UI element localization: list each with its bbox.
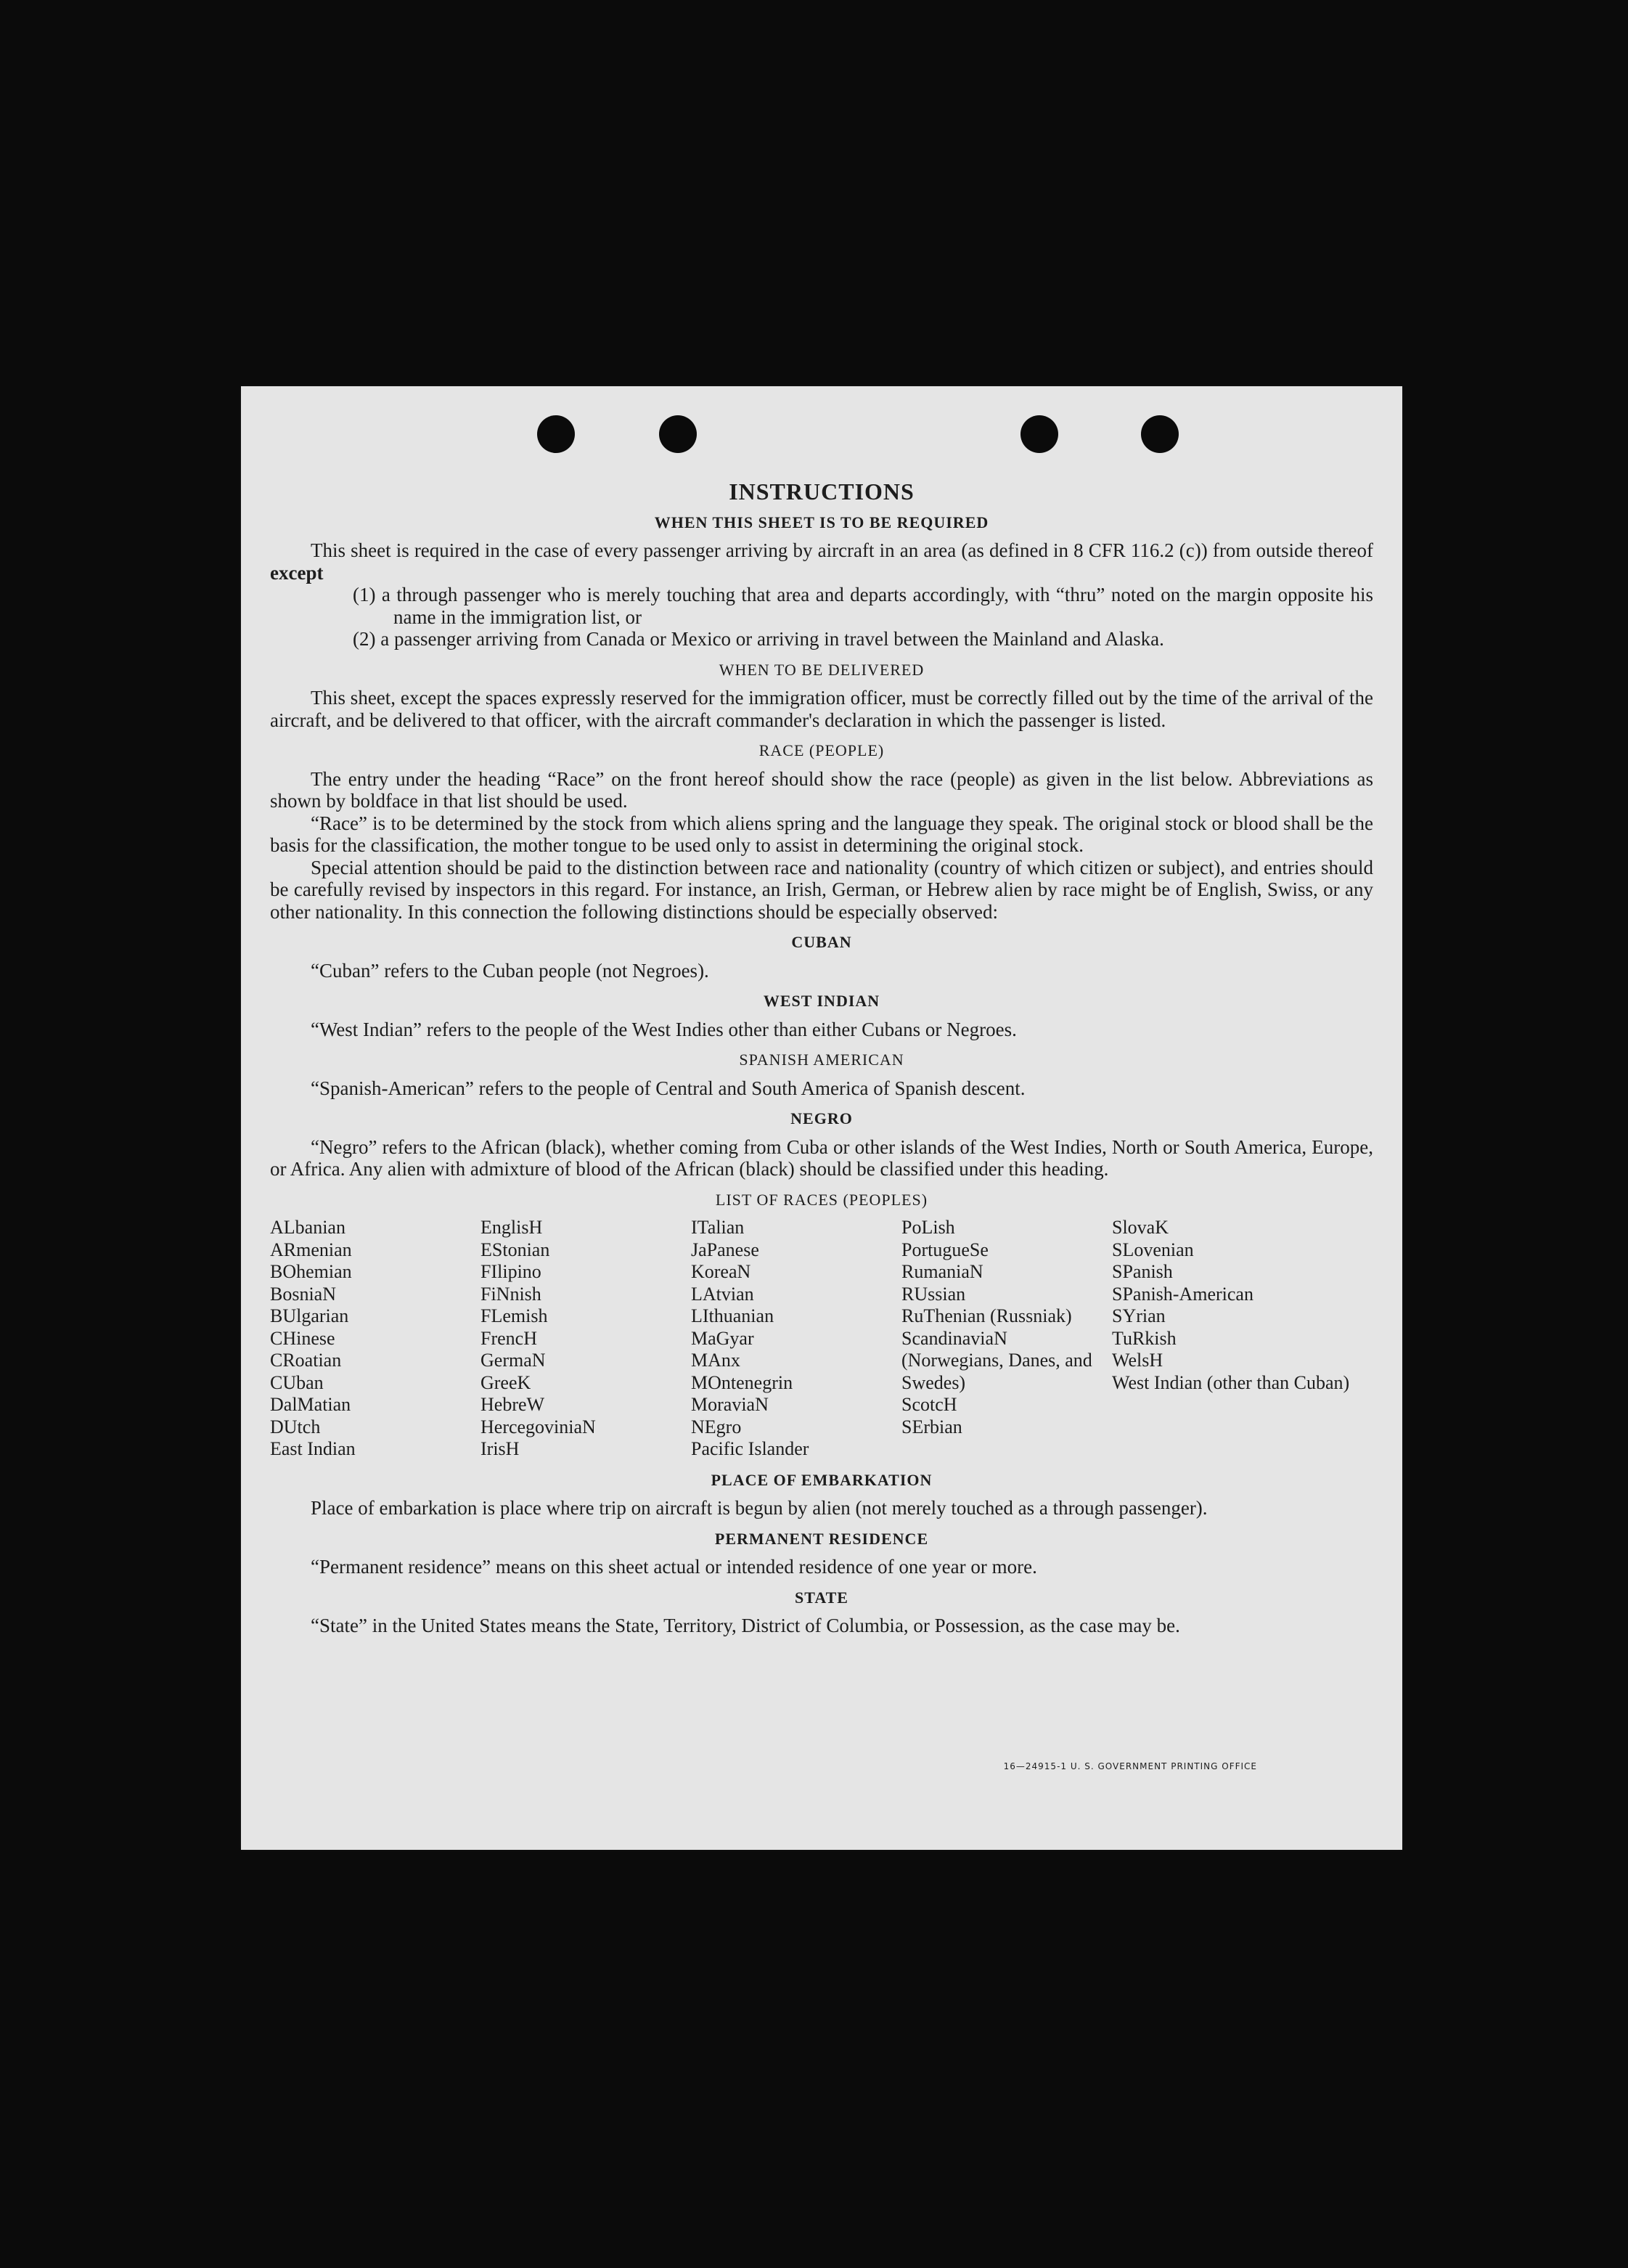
races-column: SlovaK SLovenian SPanish SPanish-American SYrian TuRkish WelsH West Indian (other than Cuban) (1112, 1217, 1350, 1393)
races-column: PoLish PortugueSe RumaniaN RUssian RuThenian (Russniak) ScandinaviaN (Norwegians, Danes, and Swedes) ScotcH SErbian (901, 1217, 1092, 1437)
section-heading: PERMANENT RESIDENCE (714, 1529, 929, 1548)
section-heading: RACE (PEOPLE) (758, 741, 885, 759)
printer-footer: 16—24915-1 U. S. GOVERNMENT PRINTING OFFICE (1003, 1761, 1257, 1771)
paragraph: “Race” is to be determined by the stock from which aliens spring and the language they speak. The original stock or blood shall be the basis for the classification, the mother tongue to be used only to assist in determining the original stock. (270, 812, 1373, 856)
section-heading: CUBAN (791, 933, 852, 951)
section-heading: SPANISH AMERICAN (739, 1051, 904, 1069)
races-list (270, 1217, 1373, 1461)
punch-hole (1020, 415, 1058, 453)
races-column: ALbanian ARmenian BOhemian BosniaN BUlgarian CHinese CRoatian CUban DalMatian DUtch East Indian (270, 1217, 356, 1459)
document-page (241, 386, 1402, 1850)
list-item: (2) a passenger arriving from Canada or Mexico or arriving in travel between the Mainland and Alaska. (353, 628, 1164, 650)
paragraph: “West Indian” refers to the people of the West Indies other than either Cubans or Negroes. (311, 1018, 1017, 1040)
punch-hole (1141, 415, 1179, 453)
section-heading: WEST INDIAN (763, 992, 880, 1010)
section-heading: STATE (795, 1588, 848, 1607)
paragraph: “Negro” refers to the African (black), whether coming from Cuba or other islands of the West Indies, North or South America, Europe, or Africa. Any alien with admixture of blood of the African (black) should be classified under this heading. (270, 1135, 1373, 1180)
section-heading: NEGRO (790, 1109, 853, 1127)
section-heading: LIST OF RACES (PEOPLES) (715, 1190, 928, 1209)
punch-hole (659, 415, 697, 453)
paragraph: “Permanent residence” means on this sheet actual or intended residence of one year or more. (311, 1556, 1037, 1578)
document-body (270, 478, 1373, 1637)
section-heading: WHEN TO BE DELIVERED (719, 660, 925, 679)
paragraph: This sheet is required in the case of every passenger arriving by aircraft in an area (as defined in 8 CFR 116.2 (c)) from outside thereof except (270, 539, 1373, 584)
paragraph: The entry under the heading “Race” on the front hereof should show the race (people) as given in the list below. Abbreviations as shown by boldface in that list should be used. (270, 767, 1373, 812)
paragraph: “Spanish-American” refers to the people of Central and South America of Spanish descent. (311, 1077, 1026, 1099)
paragraph: “Cuban” refers to the Cuban people (not Negroes). (311, 959, 709, 982)
paragraph: This sheet, except the spaces expressly reserved for the immigration officer, must be correctly filled out by the time of the arrival of the aircraft, and be delivered to that officer, with the aircraft commander's declaration in which the passenger is listed. (270, 687, 1373, 731)
paragraph: “State” in the United States means the State, Territory, District of Columbia, or Possession, as the case may be. (311, 1615, 1180, 1636)
races-column: EnglisH EStonian FIlipino FiNnish FLemish FrencH GermaN GreeK HebreW HercegoviniaN IrisH (480, 1217, 596, 1459)
page-title: INSTRUCTIONS (729, 478, 915, 505)
races-column: ITalian JaPanese KoreaN LAtvian LIthuanian MaGyar MAnx MOntenegrin MoraviaN NEgro Pacific Islander (691, 1217, 809, 1459)
paragraph: Special attention should be paid to the distinction between race and nationality (country of which citizen or subject), and entries should be carefully revised by inspectors in this regard. For instance, an Irish, German, or Hebrew alien by race might be of English, Swiss, or any other nationality. In this connection the following distinctions should be especially observed: (270, 856, 1373, 923)
section-heading: PLACE OF EMBARKATION (711, 1470, 933, 1489)
punch-hole (537, 415, 575, 453)
section-heading: WHEN THIS SHEET IS TO BE REQUIRED (654, 513, 989, 531)
paragraph: Place of embarkation is place where trip on aircraft is begun by alien (not merely touched as a through passenger). (311, 1497, 1208, 1519)
list-item: (1) a through passenger who is merely touching that area and departs accordingly, with “thru” noted on the margin opposite his name in the immigration list, or (353, 584, 1373, 628)
